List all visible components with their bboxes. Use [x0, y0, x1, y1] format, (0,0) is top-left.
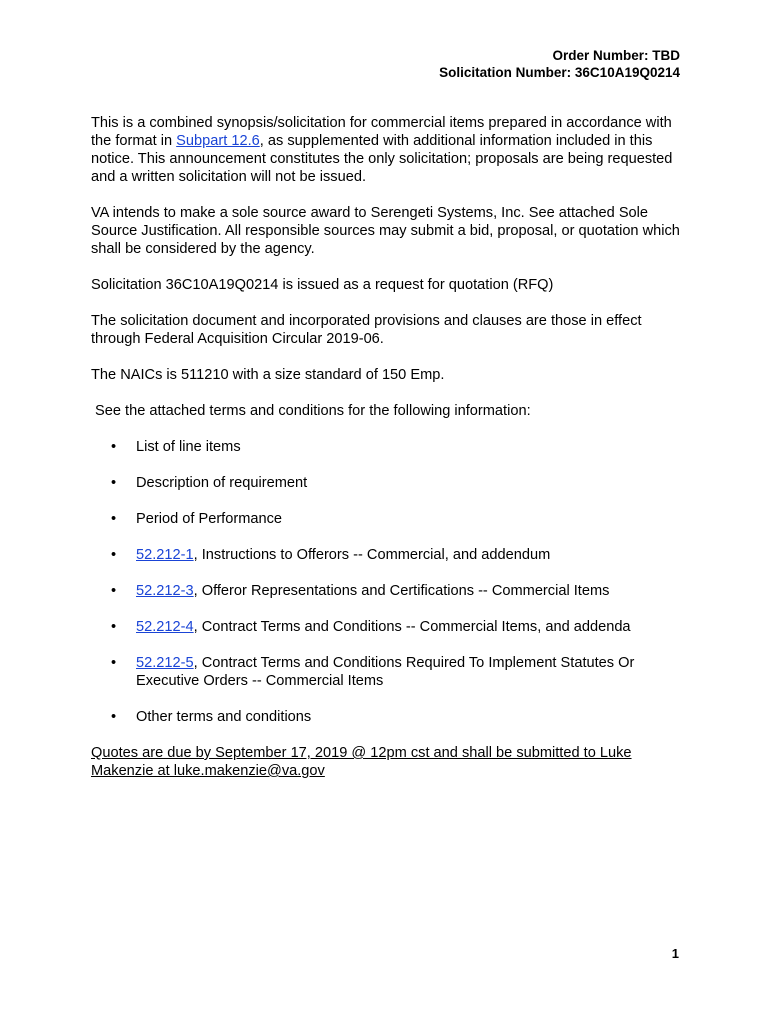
list-item	[91, 708, 681, 726]
list-item-text: , Contract Terms and Conditions Required To Implement Statutes Or Executive Orders -- Commercial Items	[136, 655, 635, 689]
list-item-text: Other terms and conditions	[136, 709, 312, 725]
list-item	[91, 654, 681, 690]
list-item-text: , Instructions to Offerors -- Commercial, and addendum	[193, 547, 551, 563]
naics-paragraph: The NAICs is 511210 with a size standard of 150 Emp.	[91, 367, 445, 383]
list-item-text: , Offeror Representations and Certifications -- Commercial Items	[193, 583, 610, 599]
sole-source-paragraph: VA intends to make a sole source award to Serengeti Systems, Inc. See attached Sole Source Justification. All responsible sources may submit a bid, proposal, or quotation which shall be considered by the agency.	[91, 205, 680, 257]
list-item	[91, 510, 681, 528]
rfq-paragraph: Solicitation 36C10A19Q0214 is issued as a request for quotation (RFQ)	[91, 277, 554, 293]
document-header	[439, 47, 680, 81]
bullet: •	[111, 655, 117, 671]
list-item	[91, 438, 681, 456]
list-item-text: List of line items	[136, 439, 241, 455]
quote-due-notice: Quotes are due by September 17, 2019 @ 12pm cst and shall be submitted to Luke Makenzie at luke.makenzie@va.gov	[91, 745, 632, 779]
bullet: •	[111, 619, 117, 635]
list-item	[91, 582, 681, 600]
far-52-212-4-link[interactable]: 52.212-4	[136, 619, 194, 635]
see-attached-paragraph: See the attached terms and conditions for the following information:	[95, 403, 531, 419]
far-52-212-5-link[interactable]: 52.212-5	[136, 655, 194, 671]
list-item-text: Description of requirement	[136, 475, 308, 491]
document-body	[91, 114, 681, 798]
list-item-text: Period of Performance	[136, 511, 283, 527]
list-item	[91, 474, 681, 492]
page-number: 1	[671, 946, 679, 961]
bullet: •	[111, 547, 117, 563]
list-item-text: , Contract Terms and Conditions -- Commercial Items, and addenda	[193, 619, 631, 635]
intro-paragraph	[91, 114, 681, 186]
bullet: •	[111, 583, 117, 599]
bullet: •	[111, 439, 117, 455]
bullet: •	[111, 709, 117, 725]
list-item	[91, 618, 681, 636]
provisions-paragraph: The solicitation document and incorporated provisions and clauses are those in effect through Federal Acquisition Circular 2019-06.	[91, 313, 642, 347]
bullet: •	[111, 511, 117, 527]
solicitation-number: Solicitation Number: 36C10A19Q0214	[439, 65, 680, 80]
subpart-12-6-link[interactable]: Subpart 12.6	[176, 133, 260, 149]
far-52-212-3-link[interactable]: 52.212-3	[136, 583, 194, 599]
list-item	[91, 546, 681, 564]
terms-list	[91, 438, 681, 726]
order-number: Order Number: TBD	[552, 48, 680, 63]
intro-text-before-link: This is a combined synopsis/solicitation for commercial items prepared in accordance with the format in	[91, 115, 672, 149]
intro-text-after-link: , as supplemented with additional information included in this notice. This announcement constitutes the only solicitation; proposals are being requested and a written solicitation will not be issued.	[91, 133, 673, 185]
bullet: •	[111, 475, 117, 491]
far-52-212-1-link[interactable]: 52.212-1	[136, 547, 194, 563]
